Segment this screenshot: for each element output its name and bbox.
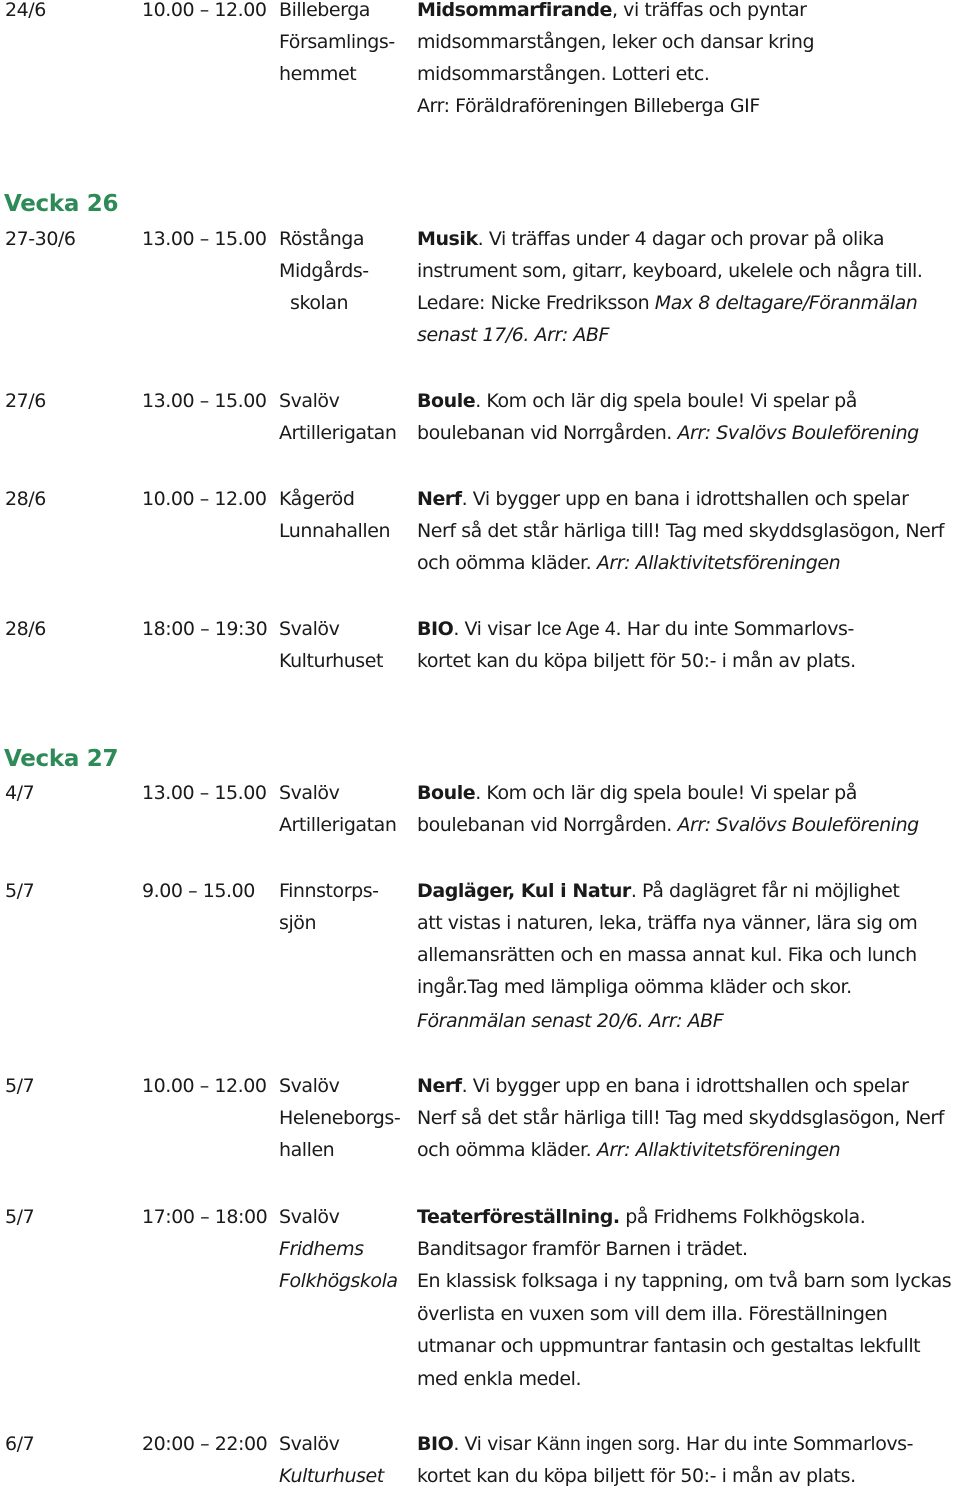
event-place: Svalöv [279, 390, 340, 412]
event-date: 6/7 [5, 1433, 35, 1455]
event-description: Teaterföreställning. på Fridhems Folkhögskola. [417, 1206, 866, 1228]
event-title: BIO [417, 618, 454, 640]
event-description: allemansrätten och en massa annat kul. Fika och lunch [417, 944, 917, 966]
event-place: Svalöv [279, 1075, 340, 1097]
event-description: BIO. Vi visar Känn ingen sorg. Har du inte Sommarlovs- [417, 1433, 914, 1455]
event-description: utmanar och uppmuntrar fantasin och gestaltas lekfullt [417, 1335, 921, 1357]
event-time: 10.00 – 12.00 [142, 488, 267, 510]
event-date: 5/7 [5, 880, 35, 902]
event-place: Finnstorps- [279, 880, 379, 902]
event-description: och oömma kläder. Arr: Allaktivitetsföreningen [417, 552, 841, 574]
week-heading: Vecka 26 [4, 191, 119, 217]
event-title: Midsommarfirande [417, 0, 612, 21]
event-place: Församlings- [279, 31, 395, 53]
event-description: midsommarstången, leker och dansar kring [417, 31, 815, 53]
event-description: Ledare: Nicke Fredriksson Max 8 deltagare/Föranmälan [417, 292, 918, 314]
event-place: Heleneborgs- [279, 1107, 401, 1129]
event-description: Nerf så det står härliga till! Tag med skyddsglasögon, Nerf [417, 520, 945, 542]
event-time: 20:00 – 22:00 [142, 1433, 268, 1455]
event-place: Svalöv [279, 618, 340, 640]
event-description: Banditsagor framför Barnen i trädet. [417, 1238, 748, 1260]
event-description: instrument som, gitarr, keyboard, ukelele och några till. [417, 260, 923, 282]
event-description: att vistas i naturen, leka, träffa nya vänner, lära sig om [417, 912, 918, 934]
event-time: 18:00 – 19:30 [142, 618, 268, 640]
event-title: Musik [417, 228, 478, 250]
event-description: Dagläger, Kul i Natur. På daglägret får ni möjlighet [417, 880, 900, 902]
event-place: Röstånga [279, 228, 365, 250]
event-date: 28/6 [5, 488, 46, 510]
event-description: Boule. Kom och lär dig spela boule! Vi spelar på [417, 390, 857, 412]
event-title: Boule [417, 390, 476, 412]
event-date: 24/6 [5, 0, 46, 21]
event-description: Musik. Vi träffas under 4 dagar och provar på olika [417, 228, 885, 250]
event-place: hemmet [279, 63, 357, 85]
event-time: 13.00 – 15.00 [142, 228, 267, 250]
event-description: En klassisk folksaga i ny tappning, om två barn som lyckas [417, 1270, 952, 1292]
event-place: Kulturhuset [279, 650, 383, 672]
event-description: midsommarstången. Lotteri etc. [417, 63, 710, 85]
event-organizer: Föranmälan senast 20/6. Arr: ABF [417, 1010, 724, 1032]
event-time: 10.00 – 12.00 [142, 0, 267, 21]
event-description: BIO. Vi visar Ice Age 4. Har du inte Sommarlovs- [417, 618, 854, 640]
event-description: överlista en vuxen som vill dem illa. Föreställningen [417, 1303, 888, 1325]
event-place: Billeberga [279, 0, 370, 21]
event-description: Midsommarfirande, vi träffas och pyntar [417, 0, 807, 21]
event-time: 13.00 – 15.00 [142, 782, 267, 804]
event-title: Teaterföreställning. [417, 1206, 620, 1228]
event-place: skolan [290, 292, 349, 314]
event-place: sjön [279, 912, 317, 934]
event-date: 28/6 [5, 618, 46, 640]
event-description: boulebanan vid Norrgården. Arr: Svalövs Bouleförening [417, 814, 919, 836]
movie-title: Känn ingen sorg [536, 1434, 675, 1455]
event-place: Lunnahallen [279, 520, 391, 542]
event-place: Kågeröd [279, 488, 355, 510]
event-title: BIO [417, 1433, 454, 1455]
event-description: Nerf så det står härliga till! Tag med skyddsglasögon, Nerf [417, 1107, 945, 1129]
event-place: Artillerigatan [279, 814, 397, 836]
event-description: och oömma kläder. Arr: Allaktivitetsföreningen [417, 1139, 841, 1161]
event-place: Svalöv [279, 1433, 340, 1455]
event-organizer: senast 17/6. Arr: ABF [417, 324, 609, 346]
event-place: hallen [279, 1139, 335, 1161]
event-title: Nerf [417, 488, 462, 510]
event-place: Svalöv [279, 782, 340, 804]
event-description: Boule. Kom och lär dig spela boule! Vi spelar på [417, 782, 857, 804]
event-description: med enkla medel. [417, 1368, 582, 1390]
event-place: Kulturhuset [279, 1465, 384, 1487]
event-time: 13.00 – 15.00 [142, 390, 267, 412]
movie-title: Ice Age 4 [536, 619, 616, 640]
event-time: 10.00 – 12.00 [142, 1075, 267, 1097]
event-date: 27-30/6 [5, 228, 76, 250]
event-time: 9.00 – 15.00 [142, 880, 255, 902]
event-description: kortet kan du köpa biljett för 50:- i mån av plats. [417, 1465, 856, 1487]
event-date: 27/6 [5, 390, 46, 412]
event-description: Nerf. Vi bygger upp en bana i idrottshallen och spelar [417, 488, 909, 510]
event-time: 17:00 – 18:00 [142, 1206, 268, 1228]
event-title: Dagläger, Kul i Natur [417, 880, 631, 902]
event-place: Fridhems [279, 1238, 364, 1260]
event-date: 5/7 [5, 1075, 35, 1097]
event-description: ingår.Tag med lämpliga oömma kläder och skor. [417, 976, 852, 998]
week-heading: Vecka 27 [4, 746, 119, 772]
event-organizer: Arr: Föräldraföreningen Billeberga GIF [417, 95, 760, 117]
event-place: Midgårds- [279, 260, 369, 282]
event-place: Svalöv [279, 1206, 340, 1228]
event-place: Folkhögskola [279, 1270, 398, 1292]
event-description: Nerf. Vi bygger upp en bana i idrottshallen och spelar [417, 1075, 909, 1097]
event-description: kortet kan du köpa biljett för 50:- i mån av plats. [417, 650, 856, 672]
event-title: Nerf [417, 1075, 462, 1097]
event-title: Boule [417, 782, 476, 804]
event-date: 5/7 [5, 1206, 35, 1228]
event-date: 4/7 [5, 782, 35, 804]
event-place: Artillerigatan [279, 422, 397, 444]
event-description: boulebanan vid Norrgården. Arr: Svalövs Bouleförening [417, 422, 919, 444]
